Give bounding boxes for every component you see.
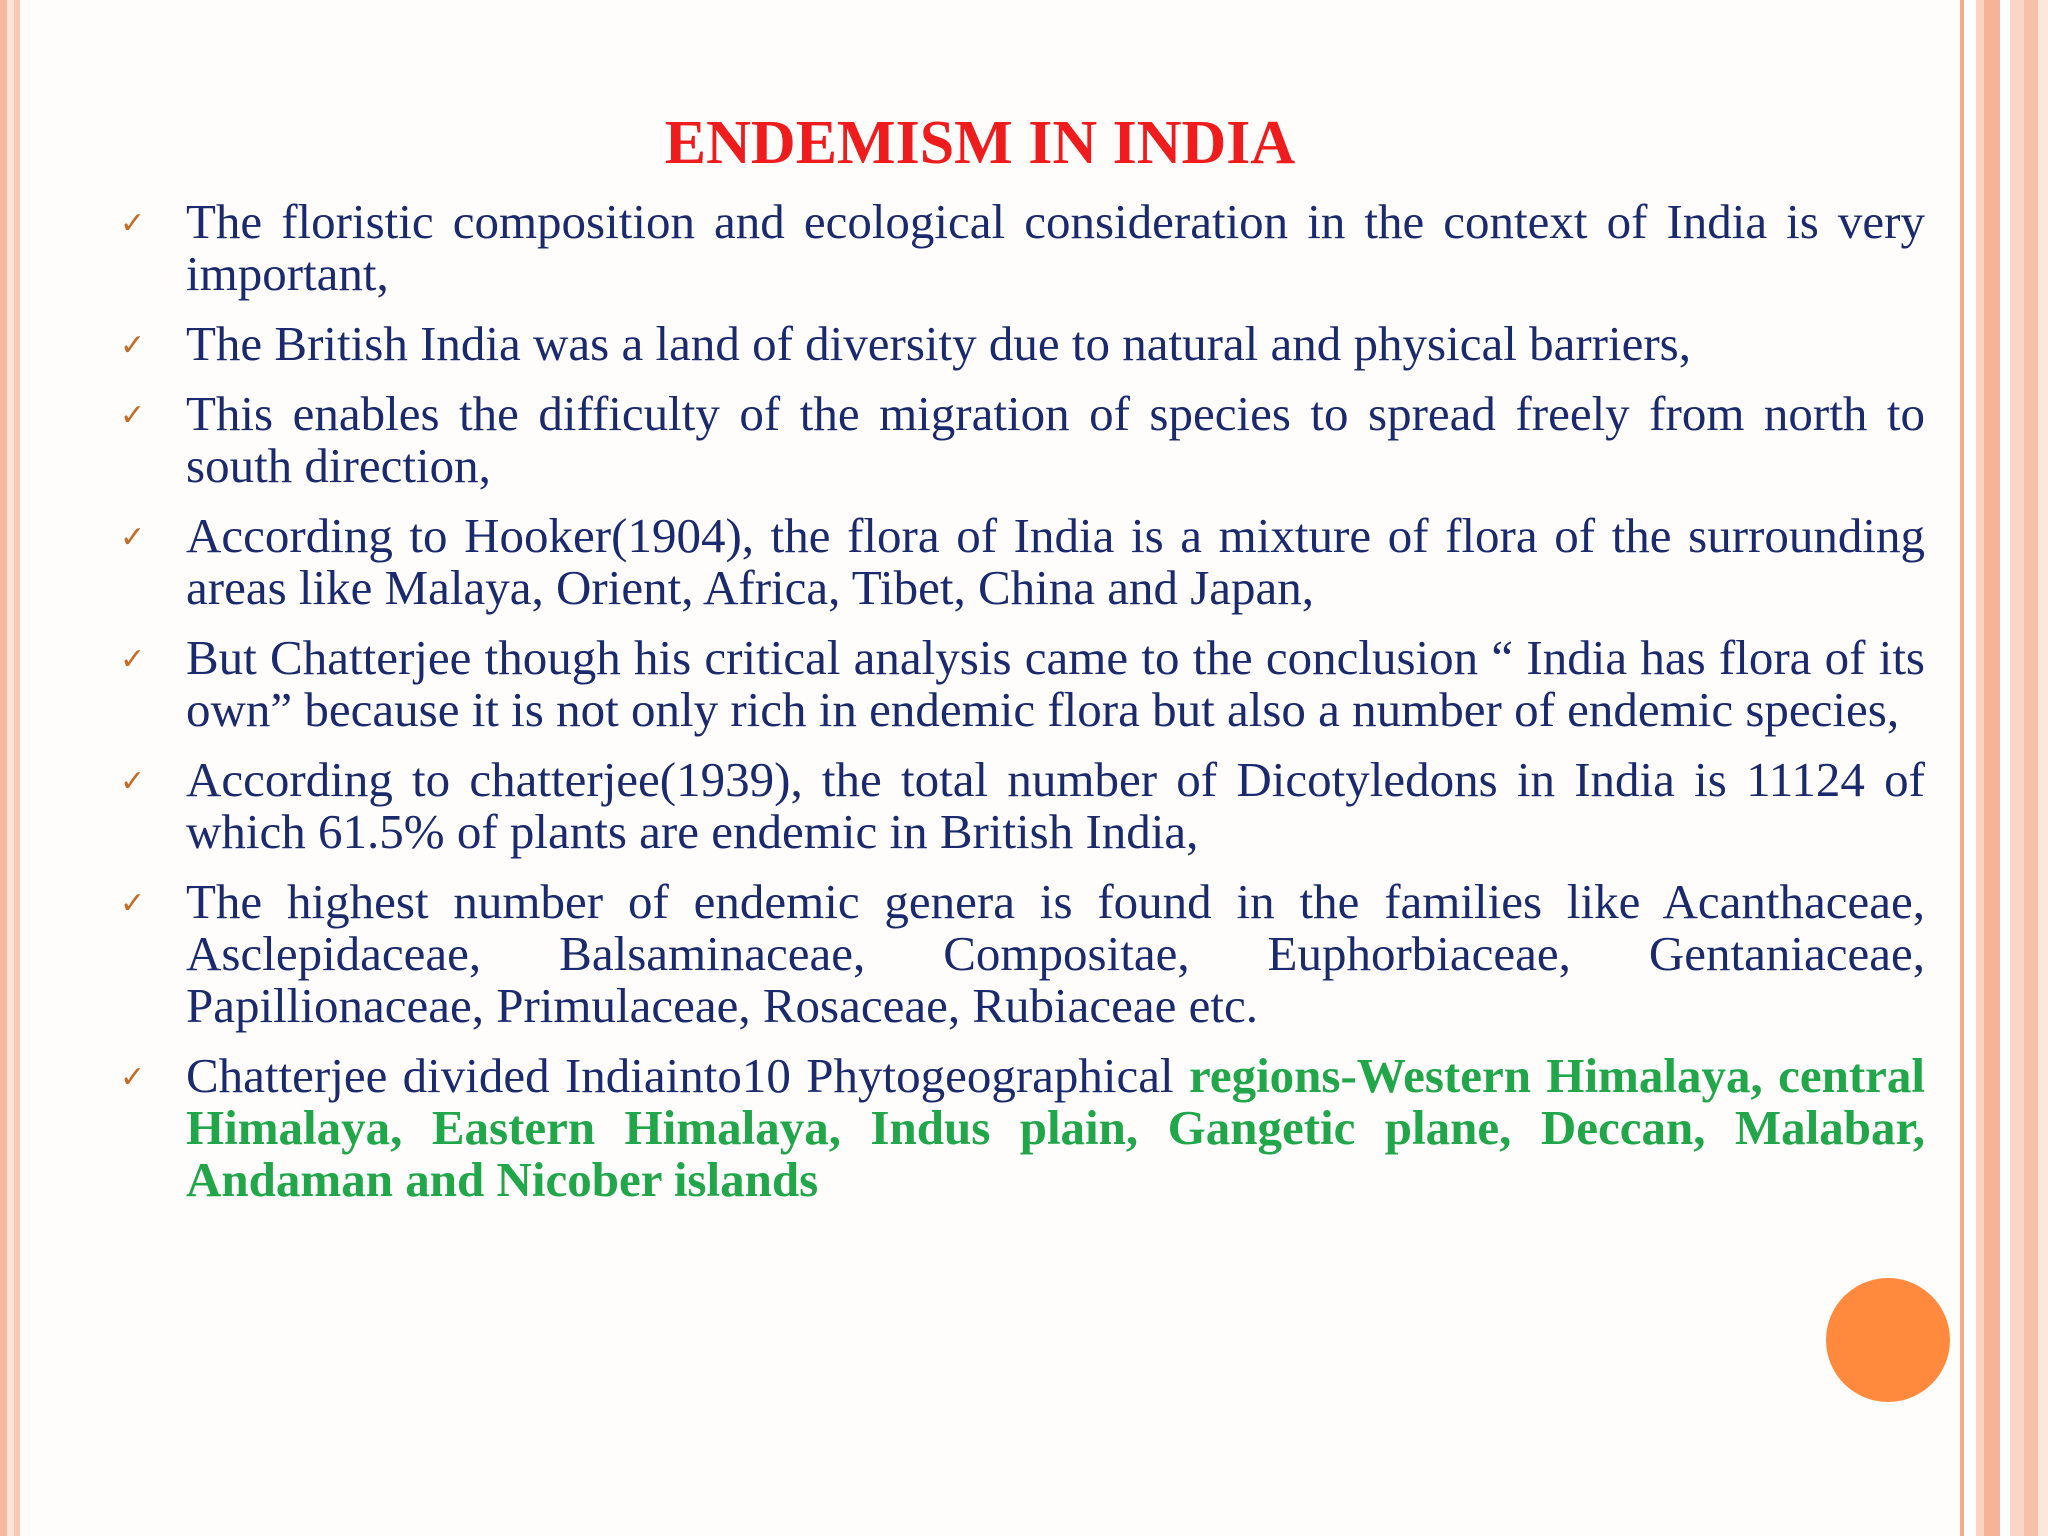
bullet-text: This enables the difficulty of the migration of species to spread freely from north to south direction, [186, 386, 1925, 493]
bullet-item [120, 388, 1925, 492]
checkmark-icon: ✓ [120, 886, 146, 921]
checkmark-icon: ✓ [120, 642, 146, 677]
accent-circle [1826, 1278, 1950, 1402]
bullet-text: According to Hooker(1904), the flora of India is a mixture of flora of the surrounding areas like Malaya, Orient, Africa, Tibet, China and Japan, [186, 508, 1925, 615]
bullet-text: The highest number of endemic genera is found in the families like Acanthaceae, Asclepidaceae, Balsaminaceae, Compositae, Euphorbiaceae, Gentaniaceae, Papillionaceae, Primulaceae, Rosaceae, Rubiaceae etc. [186, 874, 1925, 1033]
bullet-item [120, 876, 1925, 1032]
bullet-item [120, 632, 1925, 736]
bullet-item [120, 318, 1925, 370]
left-border-decoration [0, 0, 20, 1536]
bullet-item [120, 510, 1925, 614]
bullet-text: The floristic composition and ecological consideration in the context of India is very important, [186, 194, 1925, 301]
checkmark-icon: ✓ [120, 398, 146, 433]
bullet-list [120, 196, 1925, 1224]
slide-title: ENDEMISM IN INDIA [664, 109, 1296, 177]
bullet-text: According to chatterjee(1939), the total number of Dicotyledons in India is 11124 of which 61.5% of plants are endemic in British India, [186, 752, 1925, 859]
checkmark-icon: ✓ [120, 520, 146, 555]
bullet-text: Chatterjee divided Indiainto10 Phytogeographical [186, 1048, 1189, 1103]
bullet-item [120, 754, 1925, 858]
right-border-decoration [1960, 0, 2048, 1536]
checkmark-icon: ✓ [120, 1060, 146, 1095]
bullet-text: The British India was a land of diversity due to natural and physical barriers, [186, 316, 1691, 371]
bullet-text: But Chatterjee though his critical analysis came to the conclusion “ India has flora of its own” because it is not only rich in endemic flora but also a number of endemic species, [186, 630, 1925, 737]
checkmark-icon: ✓ [120, 328, 146, 363]
highlighted-regions-text: regions-Western Himalaya, central Himalaya, Eastern Himalaya, Indus plain, Gangetic plane, Deccan, Malabar, Andaman and Nicober islands [186, 1048, 1925, 1207]
bullet-item [120, 196, 1925, 300]
checkmark-icon: ✓ [120, 764, 146, 799]
bullet-item [120, 1050, 1925, 1206]
checkmark-icon: ✓ [120, 206, 146, 241]
